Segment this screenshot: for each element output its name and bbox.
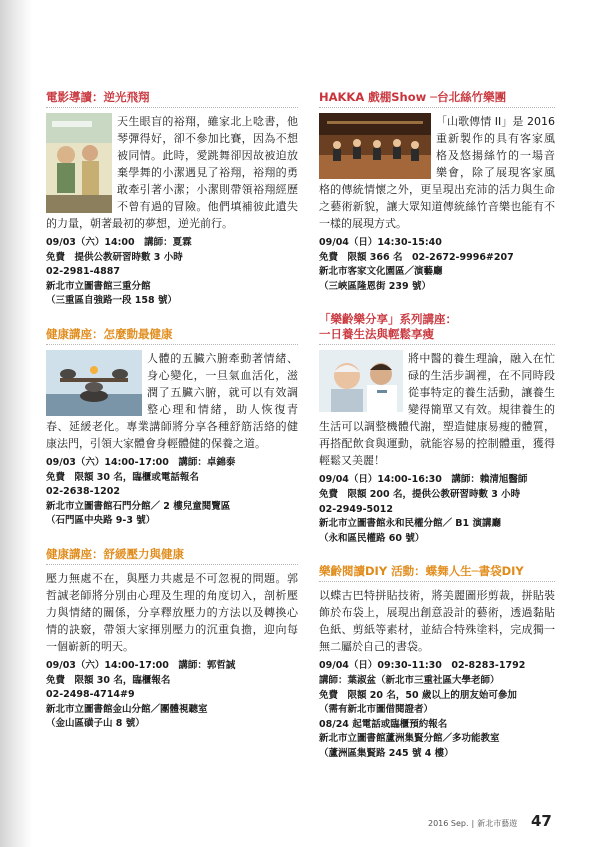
health-body: 人體的五臟六腑牽動著情緒、身心變化，一旦氣血活化，滋潤了五臟六腑，就可以有效調整心理和情緒，助人恢復青春、延緩老化。專業講師將分享各種舒筋活絡的健康法門，引領大家體會身輕體健的保養之道。 bbox=[46, 351, 298, 450]
health-info bbox=[46, 456, 298, 529]
info-line: 免費 限額 30 名，臨櫃報名 bbox=[46, 674, 171, 686]
info-line: （永和區民權路 60 號） bbox=[319, 532, 425, 544]
stress-section bbox=[46, 547, 298, 732]
info-line: 09/03（六）14:00-17:00 講師：郭哲誠 bbox=[46, 659, 236, 671]
page-footer: 2016 Sep. | 新北市藝遊 bbox=[428, 819, 518, 828]
info-line: 免費 限額 200 名，提供公教研習時數 3 小時 bbox=[319, 488, 521, 500]
info-line: （需有新北市圖借閱證者） bbox=[319, 704, 434, 716]
info-line: 免費 限額 366 名 02-2672-9996#207 bbox=[319, 251, 514, 263]
aging-section bbox=[319, 312, 555, 546]
info-line: 02-2981-4887 bbox=[46, 266, 120, 278]
info-line: 09/04（日）09:30-11:30 02-8283-1792 bbox=[319, 660, 526, 672]
aging-title bbox=[319, 312, 555, 345]
footer-date: 2016 Sep. bbox=[428, 819, 469, 828]
diy-title: 樂齡閱讀DIY 活動：蝶舞人生─書袋DIY bbox=[319, 564, 555, 582]
info-line: 新北市立圖書館蘆洲集賢分館／多功能教室 bbox=[319, 733, 500, 745]
aging-body: 將中醫的養生理論，融入在忙碌的生活步調裡，在不同時段從事特定的養生活動，讓養生變得簡單又有效。規律養生的生活可以調整機體代謝，塑造健康易瘦的體質，再搭配飲食與運動，就能容易的控制體重，獲得輕鬆又美麗！ bbox=[319, 352, 555, 468]
info-line: 09/03（六）14:00-17:00 講師：卓錦泰 bbox=[46, 456, 236, 468]
info-line: 08/24 起電話或臨櫃預約報名 bbox=[319, 718, 448, 730]
movie-title: 電影導讀：逆光飛翔 bbox=[46, 90, 298, 108]
info-line: （石門區中央路 9-3 號） bbox=[46, 515, 156, 527]
stress-title: 健康講座：舒緩壓力與健康 bbox=[46, 547, 298, 565]
right-column bbox=[319, 90, 555, 780]
info-line: 09/03（六）14:00 講師：夏霖 bbox=[46, 237, 192, 248]
stress-info bbox=[46, 659, 298, 732]
movie-body: 天生眼盲的裕翔，雖家北上唸書，他琴彈得好，卻不參加比賽，因為不想被同情。此時，愛跳舞卻因故被迫放棄學舞的小潔遇見了裕翔，裕翔的勇敢牽引著小潔；小潔則帶領裕翔經歷不曾有過的冒險。他們填補彼此遺失的力量，朝著最初的夢想，逆光前行。 bbox=[46, 115, 298, 230]
orchestra-photo bbox=[319, 113, 431, 179]
info-line: 02-2949-5012 bbox=[319, 503, 393, 515]
info-line: （三峽區隆恩街 239 號） bbox=[319, 280, 431, 292]
movie-info bbox=[46, 236, 298, 309]
info-line: 新北市立圖書館三重分館 bbox=[46, 280, 151, 292]
info-line: 09/04（日）14:30-15:40 bbox=[319, 237, 442, 248]
stress-body: 壓力無處不在，與壓力共處是不可忽視的問題。郭哲誠老師將分別由心理及生理的角度切入，剖析壓力與情緒的關係，分享釋放壓力的方法以及轉換心情的訣竅，帶領大家揮別壓力的沉重負擔，迎向每一個嶄新的明天。 bbox=[46, 571, 298, 653]
page-number: 47 bbox=[531, 812, 552, 830]
doctor-patient-photo bbox=[319, 350, 403, 412]
diy-body: 以蝶古巴特拼貼技術，將美麗圖形剪裁，拼貼裝飾於布袋上，展現出創意設計的藝術，透過黏貼色紙、剪紙等素材，並結合特殊塗料，完成獨一無二屬於自己的書袋。 bbox=[319, 589, 555, 654]
info-line: 新北市客家文化園區／演藝廳 bbox=[319, 266, 443, 278]
info-line: 免費 限額 20 名，50 歲以上的朋友始可參加 bbox=[319, 689, 517, 701]
info-line: 09/04（日）14:00-16:30 講師：賴清旭醫師 bbox=[319, 474, 528, 486]
aging-info bbox=[319, 473, 555, 546]
aging-title-line1: 「樂齡樂分享」系列講座： bbox=[319, 312, 457, 327]
hakka-body: 「山歌傳情 II」是 2016 重新製作的具有客家風格及悠揚絲竹的一場音樂會，除了展現客家風格的傳統情懷之外，更呈現出充沛的活力與生命之藝術新貌，讓大眾知道傳統絲竹音樂也能有不一樣的展現方式。 bbox=[319, 115, 555, 230]
info-line: （蘆洲區集賢路 245 號 4 樓） bbox=[319, 747, 454, 759]
diy-info bbox=[319, 659, 555, 761]
info-line: 新北市立圖書館石門分館／ 2 樓兒童閱覽區 bbox=[46, 500, 231, 512]
health-title: 健康講座：怎麼動最健康 bbox=[46, 327, 298, 345]
info-line: 免費 限額 30 名，臨櫃或電話報名 bbox=[46, 471, 199, 483]
info-line: （金山區磺子山 8 號） bbox=[46, 718, 145, 730]
health-section bbox=[46, 327, 298, 529]
diy-section bbox=[319, 564, 555, 761]
info-line: 02-2498-4714#9 bbox=[46, 689, 135, 701]
info-line: 講師：葉淑盆（新北市三重社區大學老師） bbox=[319, 674, 500, 686]
aging-title-line2: 一日養生法與輕鬆享瘦 bbox=[319, 327, 434, 342]
info-line: （三重區自強路一段 158 號） bbox=[46, 295, 177, 307]
hakka-title: HAKKA 戲棚Show ─台北絲竹樂團 bbox=[319, 90, 555, 108]
info-line: 免費 提供公教研習時數 3 小時 bbox=[46, 251, 183, 263]
info-line: 新北市立圖書館金山分館／團體視聽室 bbox=[46, 703, 208, 715]
left-column bbox=[46, 90, 298, 750]
balance-stones-image bbox=[46, 350, 142, 416]
movie-poster-image bbox=[46, 113, 112, 213]
info-line: 02-2638-1202 bbox=[46, 486, 120, 498]
page-spine-shadow bbox=[0, 0, 32, 847]
hakka-info bbox=[319, 236, 555, 294]
movie-section bbox=[46, 90, 298, 309]
info-line: 新北市立圖書館永和民權分館／ B1 演講廳 bbox=[319, 518, 501, 530]
hakka-section bbox=[319, 90, 555, 294]
footer-magazine: 新北市藝遊 bbox=[477, 819, 518, 828]
